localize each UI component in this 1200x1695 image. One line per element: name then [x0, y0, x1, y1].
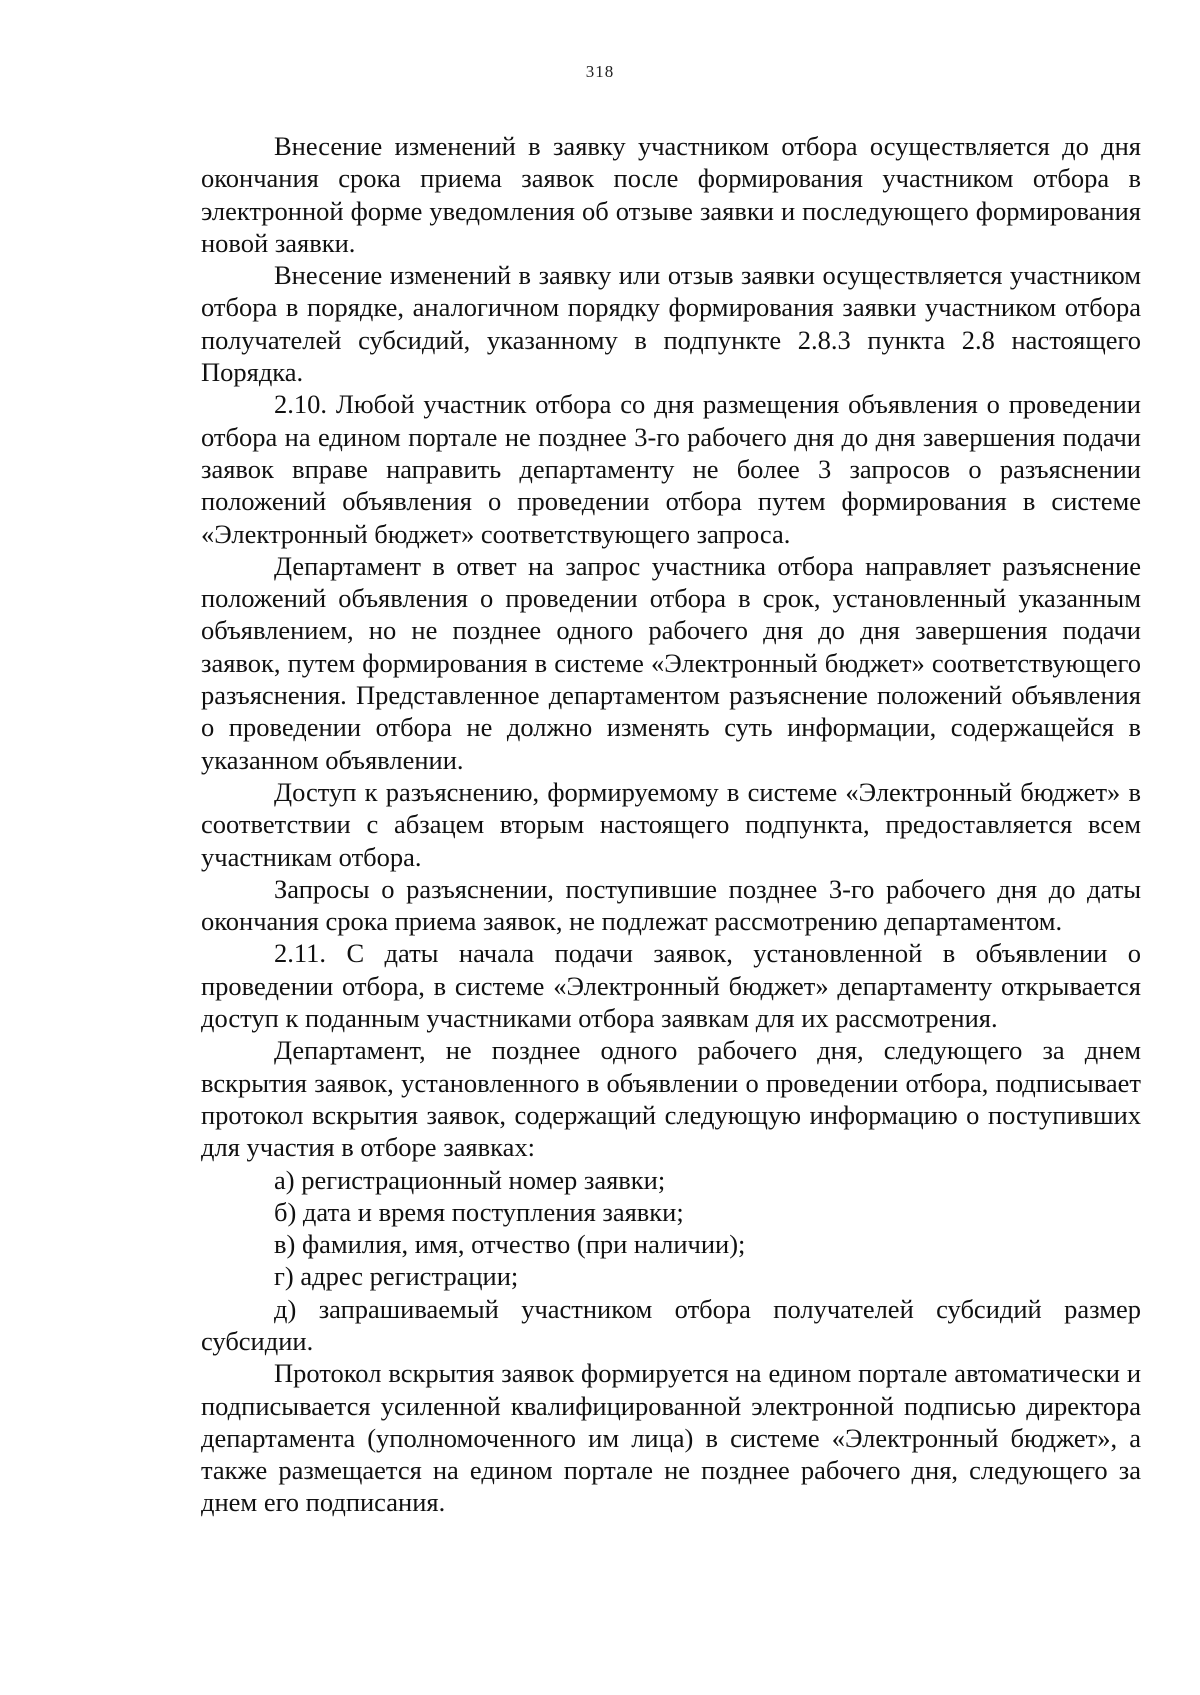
list-item-date-time: б) дата и время поступления заявки;	[274, 1196, 684, 1227]
list-item-address: г) адрес регистрации;	[274, 1261, 519, 1292]
paragraph-amendment-procedure: Внесение изменений в заявку или отзыв заявки осуществляется участником отбора в порядке, аналогичном порядку формирования заявки участником отбора получателей субсидий, указанному в подпункте 2.8.3 пункта 2.8 настоящего Порядка.	[201, 260, 1141, 388]
paragraph-2-11-access-to-applications: 2.11. С даты начала подачи заявок, установленной в объявлении о проведении отбора, в системе «Электронный бюджет» департаменту открывается доступ к поданным участниками отбора заявкам для их рассмотрения.	[201, 938, 1141, 1034]
list-item-subsidy-amount: д) запрашиваемый участником отбора получателей субсидий размер субсидии.	[201, 1293, 1141, 1356]
page-number: 318	[585, 62, 615, 81]
paragraph-opening-protocol: Департамент, не позднее одного рабочего дня, следующего за днем вскрытия заявок, установленного в объявлении о проведении отбора, подписывает протокол вскрытия заявок, содержащий следующую информацию о поступивших для участия в отборе заявках:	[201, 1035, 1141, 1163]
paragraph-access-to-clarification: Доступ к разъяснению, формируемому в системе «Электронный бюджет» в соответствии с абзацем вторым настоящего подпункта, предоставляется всем участникам отбора.	[201, 776, 1141, 872]
document-body	[201, 130, 1141, 1519]
list-item-registration-number: а) регистрационный номер заявки;	[274, 1164, 666, 1195]
paragraph-amendment-timing: Внесение изменений в заявку участником отбора осуществляется до дня окончания срока приема заявок после формирования участником отбора в электронной форме уведомления об отзыве заявки и последующего формирования новой заявки.	[201, 131, 1141, 258]
paragraph-late-requests: Запросы о разъяснении, поступившие позднее 3-го рабочего дня до даты окончания срока приема заявок, не подлежат рассмотрению департаментом.	[201, 873, 1141, 937]
list-item-full-name: в) фамилия, имя, отчество (при наличии);	[274, 1229, 746, 1260]
paragraph-department-response: Департамент в ответ на запрос участника отбора направляет разъяснение положений объявления о проведении отбора в срок, установленный указанным объявлением, но не позднее одного рабочего дня до дня завершения подачи заявок, путем формирования в системе «Электронный бюджет» соответствующего разъяснения. Представленное департаментом разъяснение положений объявления о проведении отбора не должно изменять суть информации, содержащейся в указанном объявлении.	[201, 550, 1141, 775]
paragraph-protocol-publication: Протокол вскрытия заявок формируется на едином портале автоматически и подписывается усиленной квалифицированной электронной подписью директора департамента (уполномоченного им лица) в системе «Электронный бюджет», а также размещается на едином портале не позднее рабочего дня, следующего за днем его подписания.	[201, 1358, 1141, 1518]
paragraph-2-10-clarification-requests: 2.10. Любой участник отбора со дня размещения объявления о проведении отбора на едином портале не позднее 3-го рабочего дня до дня завершения подачи заявок вправе направить департаменту не более 3 запросов о разъяснении положений объявления о проведении отбора путем формирования в системе «Электронный бюджет» соответствующего запроса.	[201, 389, 1141, 549]
